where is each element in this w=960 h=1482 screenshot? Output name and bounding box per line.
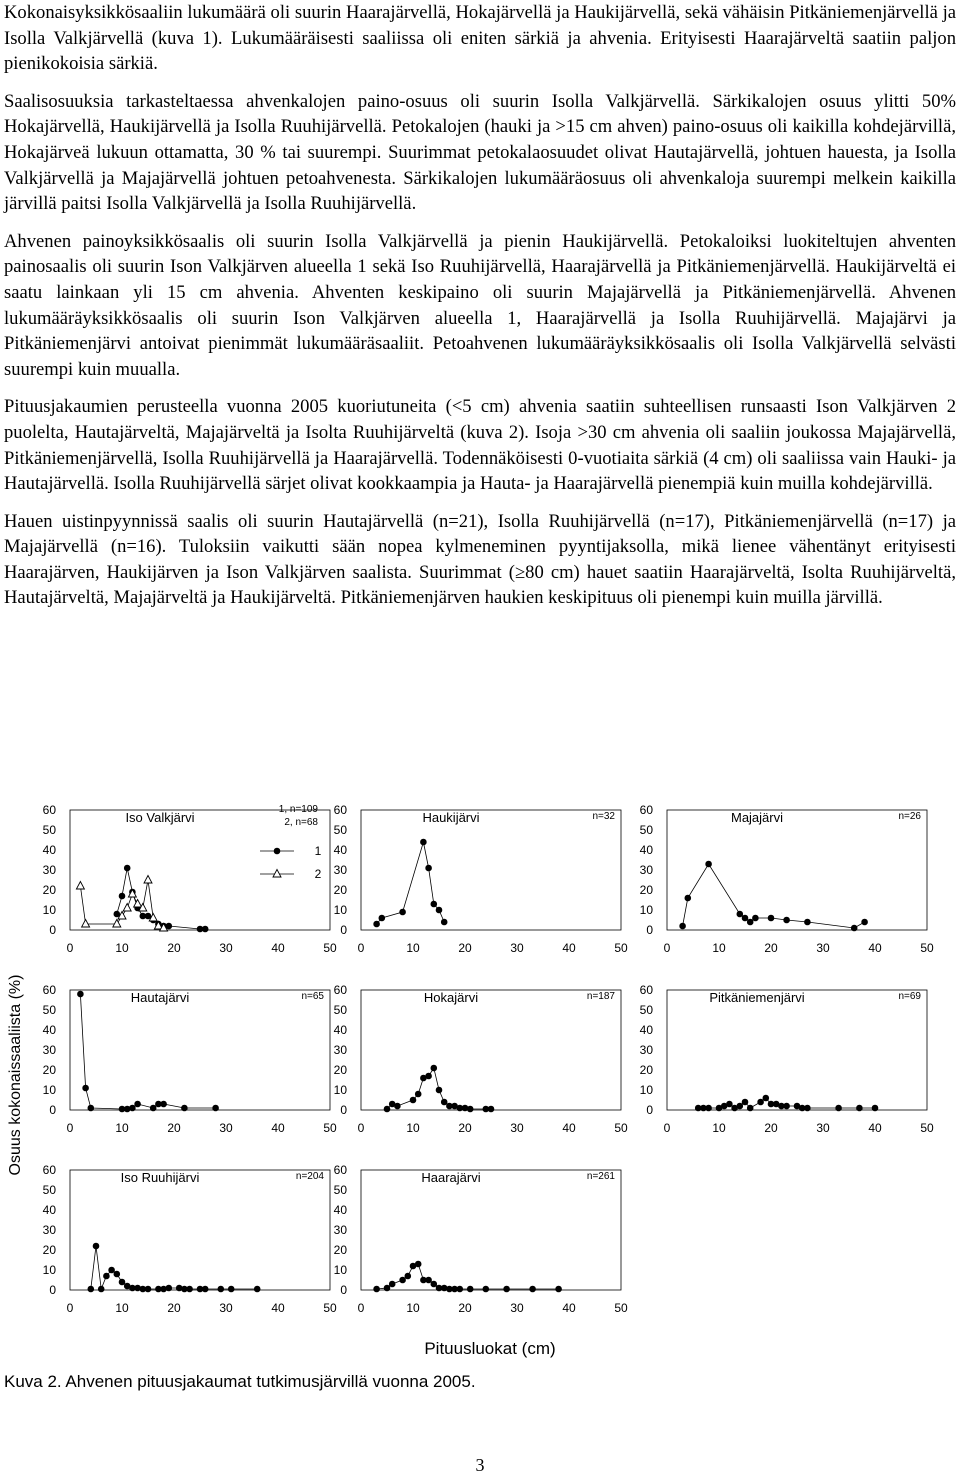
data-point [483, 1286, 490, 1293]
body-text [4, 0, 956, 623]
figure-ylabel: Osuus kokonaissaaliista (%) [7, 974, 24, 1176]
data-point [98, 1286, 105, 1293]
data-point [757, 1099, 764, 1106]
y-tick-label: 20 [42, 1243, 56, 1257]
chart-panel-5 [334, 983, 628, 1135]
y-tick-label: 20 [333, 1063, 347, 1077]
data-point [425, 1277, 432, 1284]
data-point [467, 1286, 474, 1293]
y-tick-label: 60 [42, 983, 56, 997]
y-tick-label: 30 [42, 1223, 56, 1237]
chart-title: Majajärvi [730, 810, 784, 825]
y-tick-label: 50 [42, 1183, 56, 1197]
data-point [763, 1095, 770, 1102]
data-point [181, 1105, 188, 1112]
y-tick-label: 40 [639, 1023, 653, 1037]
x-tick-label: 0 [66, 1301, 74, 1315]
data-point [747, 1105, 754, 1112]
x-tick-label: 50 [323, 941, 337, 955]
x-tick-label: 20 [167, 1301, 181, 1315]
x-tick-label: 10 [406, 941, 420, 955]
legend-label-2: 2 [314, 867, 322, 881]
legend-marker-2 [273, 870, 281, 878]
data-point [705, 1105, 712, 1112]
x-tick-label: 30 [816, 941, 830, 955]
chart-panel-8 [334, 1163, 628, 1315]
data-point [425, 1073, 432, 1080]
data-point [737, 1103, 744, 1110]
x-tick-label: 30 [510, 941, 524, 955]
series-line [80, 994, 215, 1109]
data-point [202, 926, 209, 933]
paragraph-4: Pituusjakaumien perusteella vuonna 2005 kuoriutuneita (<5 cm) ahvenia saatiin suhteellisen runsaasti Ison Valkjärven 2 puolelta, Hautajärveltä, Majajärveltä ja Isolta Ruuhijärveltä (kuva 2). Isoja >30 cm ahvenia oli saaliin joukossa Majajärvellä, Pitkäniemenjärvellä, Isolla Ruuhijärvellä ja Haarajärvellä. Todennäköisesti 0-vuotiaita särkiä (4 cm) oli saaliissa vain Hauki- ja Hautajärvellä. Isolla Ruuhijärvellä särjet olivat kookkaampia ja Hauta- ja Haarajärvellä pienempiä kuin muilla kohdejärvillä. [4, 396, 956, 495]
x-tick-label: 10 [115, 1301, 129, 1315]
x-tick-label: 10 [406, 1121, 420, 1135]
x-tick-label: 20 [167, 1121, 181, 1135]
x-tick-label: 40 [271, 941, 285, 955]
y-tick-label: 40 [42, 1023, 56, 1037]
plot-frame [667, 810, 927, 930]
plot-frame [70, 810, 330, 930]
data-point [399, 909, 406, 916]
data-point [144, 876, 152, 884]
data-point [410, 1097, 417, 1104]
data-point [119, 893, 126, 900]
figure-length-distributions [0, 790, 960, 1410]
legend-label-1: 1 [314, 844, 322, 858]
x-tick-label: 30 [510, 1301, 524, 1315]
y-tick-label: 40 [333, 843, 347, 857]
data-point [705, 861, 712, 868]
paragraph-5: Hauen uistinpyynnissä saalis oli suurin Hautajärvellä (n=21), Isolla Ruuhijärvellä (n=17), Pitkäniemenjärvellä (n=17) ja Majajärvellä (n=16). Tuloksiin vaikutti sään nopea kylmeneminen pyyntijaksolla, mikä lienee vähentänyt erityisesti Haarajärven, Haukijärven ja Ison Valkjärven saalista. Suurimmat (≥80 cm) hauet saatiin Haarajärveltä, Isolta Ruuhijärveltä, Hautajärveltä, Majajärveltä ja Haukijärveltä. Pitkäniemenjärven haukien keskipituus oli pienempi kuin muilla järvillä. [4, 510, 956, 609]
data-point [431, 1065, 438, 1072]
data-point [150, 1105, 157, 1112]
y-tick-label: 50 [333, 1003, 347, 1017]
data-point [405, 1273, 412, 1280]
data-point [431, 901, 438, 908]
sample-size-label: n=261 [586, 1171, 615, 1182]
legend-n2: 2, n=68 [284, 817, 318, 828]
data-point [804, 1105, 811, 1112]
x-tick-label: 10 [712, 941, 726, 955]
data-point [742, 915, 749, 922]
data-point [436, 1087, 443, 1094]
x-tick-label: 20 [458, 1121, 472, 1135]
x-tick-label: 20 [167, 941, 181, 955]
data-point [441, 919, 448, 926]
data-point [212, 1105, 219, 1112]
data-point [114, 1271, 121, 1278]
data-point [742, 1099, 749, 1106]
data-point [186, 1286, 193, 1293]
y-tick-label: 20 [333, 1243, 347, 1257]
chart-panel-4 [43, 983, 337, 1135]
data-point [202, 1286, 209, 1293]
x-tick-label: 30 [219, 1121, 233, 1135]
data-point [93, 1243, 100, 1250]
y-tick-label: 50 [639, 1003, 653, 1017]
y-tick-label: 20 [639, 1063, 653, 1077]
data-point [436, 907, 443, 914]
sample-size-label: n=26 [898, 811, 921, 822]
data-point [218, 1286, 225, 1293]
chart-panel-7 [43, 1163, 337, 1315]
y-tick-label: 10 [639, 903, 653, 917]
data-point [747, 919, 754, 926]
x-tick-label: 50 [920, 941, 934, 955]
x-tick-label: 10 [115, 941, 129, 955]
data-point [82, 920, 90, 928]
data-point [804, 919, 811, 926]
y-tick-label: 50 [42, 1003, 56, 1017]
chart-title: Iso Valkjärvi [125, 810, 195, 825]
y-tick-label: 0 [340, 1283, 347, 1297]
y-tick-label: 60 [333, 1163, 347, 1177]
data-point [124, 865, 131, 872]
plot-frame [70, 990, 330, 1110]
data-point [415, 1091, 422, 1098]
x-tick-label: 40 [868, 941, 882, 955]
x-tick-label: 0 [663, 941, 671, 955]
data-point [113, 920, 121, 928]
chart-title: Iso Ruuhijärvi [120, 1170, 200, 1185]
y-tick-label: 0 [340, 923, 347, 937]
x-tick-label: 10 [115, 1121, 129, 1135]
y-tick-label: 60 [42, 803, 56, 817]
y-tick-label: 40 [42, 843, 56, 857]
y-tick-label: 60 [42, 1163, 56, 1177]
y-tick-label: 60 [639, 983, 653, 997]
data-point [872, 1105, 879, 1112]
chart-title: Hautajärvi [130, 990, 190, 1005]
data-point [399, 1277, 406, 1284]
paragraph-1: Kokonaisyksikkösaaliin lukumäärä oli suurin Haarajärvellä, Hokajärvellä ja Haukijärvellä, sekä vähäisin Pitkäniemenjärvellä ja Isolla Valkjärvellä (kuva 1). Lukumääräisesti saaliissa oli eniten särkiä ja ahvenia. Erityisesti Haarajärveltä saatiin paljon pienikokoisia särkiä. [4, 2, 956, 75]
data-point [88, 1105, 95, 1112]
x-tick-label: 20 [458, 1301, 472, 1315]
data-point [145, 1286, 152, 1293]
y-tick-label: 0 [49, 1103, 56, 1117]
data-point [134, 1101, 141, 1108]
plot-frame [361, 1170, 621, 1290]
x-tick-label: 20 [764, 941, 778, 955]
y-tick-label: 30 [639, 1043, 653, 1057]
data-point [103, 1273, 110, 1280]
x-tick-label: 0 [663, 1121, 671, 1135]
data-point [555, 1286, 562, 1293]
sample-size-label: n=204 [295, 1171, 324, 1182]
data-point [166, 1285, 173, 1292]
series-line [377, 1264, 559, 1289]
data-point [76, 882, 84, 890]
x-tick-label: 0 [357, 1301, 365, 1315]
legend-marker-1 [274, 848, 281, 855]
data-point [384, 1106, 391, 1113]
y-tick-label: 10 [42, 1263, 56, 1277]
y-tick-label: 0 [646, 1103, 653, 1117]
data-point [783, 1103, 790, 1110]
y-tick-label: 40 [333, 1203, 347, 1217]
y-tick-label: 10 [639, 1083, 653, 1097]
x-tick-label: 20 [458, 941, 472, 955]
data-point [441, 1099, 448, 1106]
chart-title: Haukijärvi [422, 810, 480, 825]
data-point [88, 1286, 95, 1293]
y-tick-label: 40 [639, 843, 653, 857]
y-tick-label: 20 [42, 883, 56, 897]
y-tick-label: 40 [333, 1023, 347, 1037]
x-tick-label: 40 [562, 1301, 576, 1315]
series-line [377, 842, 445, 924]
data-point [394, 1103, 401, 1110]
plot-frame [667, 990, 927, 1110]
data-point [783, 917, 790, 924]
data-point [373, 1286, 380, 1293]
y-tick-label: 30 [333, 863, 347, 877]
data-point [77, 991, 84, 998]
data-point [379, 915, 386, 922]
data-point [467, 1106, 474, 1113]
data-point [119, 1279, 126, 1286]
data-point [82, 1085, 89, 1092]
page-number: 3 [475, 1455, 485, 1475]
data-point [389, 1281, 396, 1288]
y-tick-label: 60 [639, 803, 653, 817]
figure-caption: Kuva 2. Ahvenen pituusjakaumat tutkimusjärvillä vuonna 2005. [4, 1372, 476, 1391]
plot-frame [361, 990, 621, 1110]
data-point [726, 1101, 733, 1108]
y-tick-label: 0 [646, 923, 653, 937]
chart-panel-1 [43, 803, 337, 955]
data-point [129, 1105, 136, 1112]
data-point [851, 925, 858, 932]
y-tick-label: 60 [333, 983, 347, 997]
data-point [856, 1105, 863, 1112]
chart-panel-3 [640, 803, 934, 955]
data-point [384, 1285, 391, 1292]
y-tick-label: 10 [42, 1083, 56, 1097]
data-point [420, 839, 427, 846]
y-tick-label: 40 [42, 1203, 56, 1217]
x-tick-label: 10 [712, 1121, 726, 1135]
data-point [752, 915, 759, 922]
sample-size-label: n=69 [898, 991, 921, 1002]
y-tick-label: 30 [639, 863, 653, 877]
y-tick-label: 10 [333, 1263, 347, 1277]
data-point [488, 1106, 495, 1113]
data-point [457, 1286, 464, 1293]
y-tick-label: 30 [42, 1043, 56, 1057]
x-tick-label: 40 [271, 1121, 285, 1135]
y-tick-label: 20 [639, 883, 653, 897]
x-tick-label: 20 [764, 1121, 778, 1135]
data-point [768, 915, 775, 922]
y-tick-label: 30 [333, 1223, 347, 1237]
x-tick-label: 50 [323, 1301, 337, 1315]
data-point [415, 1261, 422, 1268]
data-point [679, 923, 686, 930]
data-point [160, 1101, 167, 1108]
chart-panel-6 [640, 983, 934, 1135]
y-tick-label: 30 [333, 1043, 347, 1057]
y-tick-label: 10 [333, 1083, 347, 1097]
x-tick-label: 50 [920, 1121, 934, 1135]
sample-size-label: n=65 [301, 991, 324, 1002]
data-point [529, 1286, 536, 1293]
x-tick-label: 40 [562, 1121, 576, 1135]
y-tick-label: 50 [333, 1183, 347, 1197]
y-tick-label: 50 [639, 823, 653, 837]
sample-size-label: n=32 [592, 811, 615, 822]
data-point [737, 911, 744, 918]
x-tick-label: 50 [614, 941, 628, 955]
data-point [685, 895, 692, 902]
x-tick-label: 0 [66, 941, 74, 955]
x-tick-label: 30 [510, 1121, 524, 1135]
data-point [425, 865, 432, 872]
y-tick-label: 10 [333, 903, 347, 917]
x-tick-label: 0 [357, 1121, 365, 1135]
x-tick-label: 40 [868, 1121, 882, 1135]
data-point [228, 1286, 235, 1293]
series-line [91, 1246, 257, 1289]
y-tick-label: 50 [42, 823, 56, 837]
paragraph-2: Saalisosuuksia tarkasteltaessa ahvenkalojen paino-osuus oli suurin Isolla Valkjärvellä. Särkikalojen osuus ylitti 50% Hokajärvellä, Haukijärvellä ja Isolla Ruuhijärvellä. Petokalojen (hauki ja >15 cm ahven) paino-osuus oli kaikilla kohdejärvillä, Hokajärveä lukuun ottamatta, 30 % tai suurempi. Suurimmat petokalaosuudet olivat Hautajärvellä, johtuen hauesta, ja Isolla Valkjärvellä ja Majajärvellä johtuen petoahvenesta. Särkikalojen lukumääräosuus oli ahvenkaloja suurempi melkein kaikilla järvillä paitsi Isolla Valkjärvellä ja Isolla Ruuhijärvellä. [4, 90, 956, 215]
y-tick-label: 0 [49, 923, 56, 937]
y-tick-label: 60 [333, 803, 347, 817]
y-tick-label: 0 [340, 1103, 347, 1117]
chart-title: Haarajärvi [421, 1170, 481, 1185]
x-tick-label: 10 [406, 1301, 420, 1315]
chart-title: Pitkäniemenjärvi [709, 990, 805, 1005]
data-point [123, 904, 131, 912]
x-tick-label: 50 [614, 1301, 628, 1315]
x-tick-label: 40 [562, 941, 576, 955]
series-line [117, 868, 205, 929]
y-tick-label: 20 [333, 883, 347, 897]
data-point [835, 1105, 842, 1112]
y-tick-label: 50 [333, 823, 347, 837]
x-tick-label: 30 [219, 941, 233, 955]
data-point [861, 919, 868, 926]
x-tick-label: 0 [357, 941, 365, 955]
y-tick-label: 10 [42, 903, 56, 917]
chart-title: Hokajärvi [423, 990, 479, 1005]
chart-panel-2 [334, 803, 628, 955]
data-point [431, 1281, 438, 1288]
legend [260, 804, 322, 881]
x-tick-label: 30 [219, 1301, 233, 1315]
x-tick-label: 0 [66, 1121, 74, 1135]
paragraph-3: Ahvenen painoyksikkösaalis oli suurin Isolla Valkjärvellä ja pienin Haukijärvellä. Petokaloiksi luokiteltujen ahventen painosaalis oli suurin Ison Valkjärven alueella 1 sekä Iso Ruuhijärvellä, Haarajärvellä ja Pitkäniemenjärvellä. Haukijärveltä ei saatu lainkaan yli 15 cm ahvenia. Ahventen keskipaino oli suurin Majajärvellä ja Pitkäniemenjärvellä. Ahvenen lukumääräyksikkösaalis oli suurin Ison Valkjärven alueella 1, Haarajärvellä ja Isolla Ruuhijärvellä. Majajärvi ja Pitkäniemenjärvi antoivat pienimmät lukumääräsaaliit. Petoahvenen lukumääräyksikkösaalis oli Isolla Valkjärvellä selvästi suurempi kuin muualla. [4, 230, 956, 380]
data-point [503, 1286, 510, 1293]
y-tick-label: 20 [42, 1063, 56, 1077]
data-point [108, 1267, 115, 1274]
x-tick-label: 30 [816, 1121, 830, 1135]
figure-xlabel: Pituusluokat (cm) [424, 1339, 556, 1358]
x-tick-label: 50 [323, 1121, 337, 1135]
y-tick-label: 0 [49, 1283, 56, 1297]
legend-n1: 1, n=109 [278, 804, 318, 815]
data-point [373, 921, 380, 928]
x-tick-label: 40 [271, 1301, 285, 1315]
y-tick-label: 30 [42, 863, 56, 877]
data-point [254, 1286, 261, 1293]
x-tick-label: 50 [614, 1121, 628, 1135]
sample-size-label: n=187 [586, 991, 615, 1002]
